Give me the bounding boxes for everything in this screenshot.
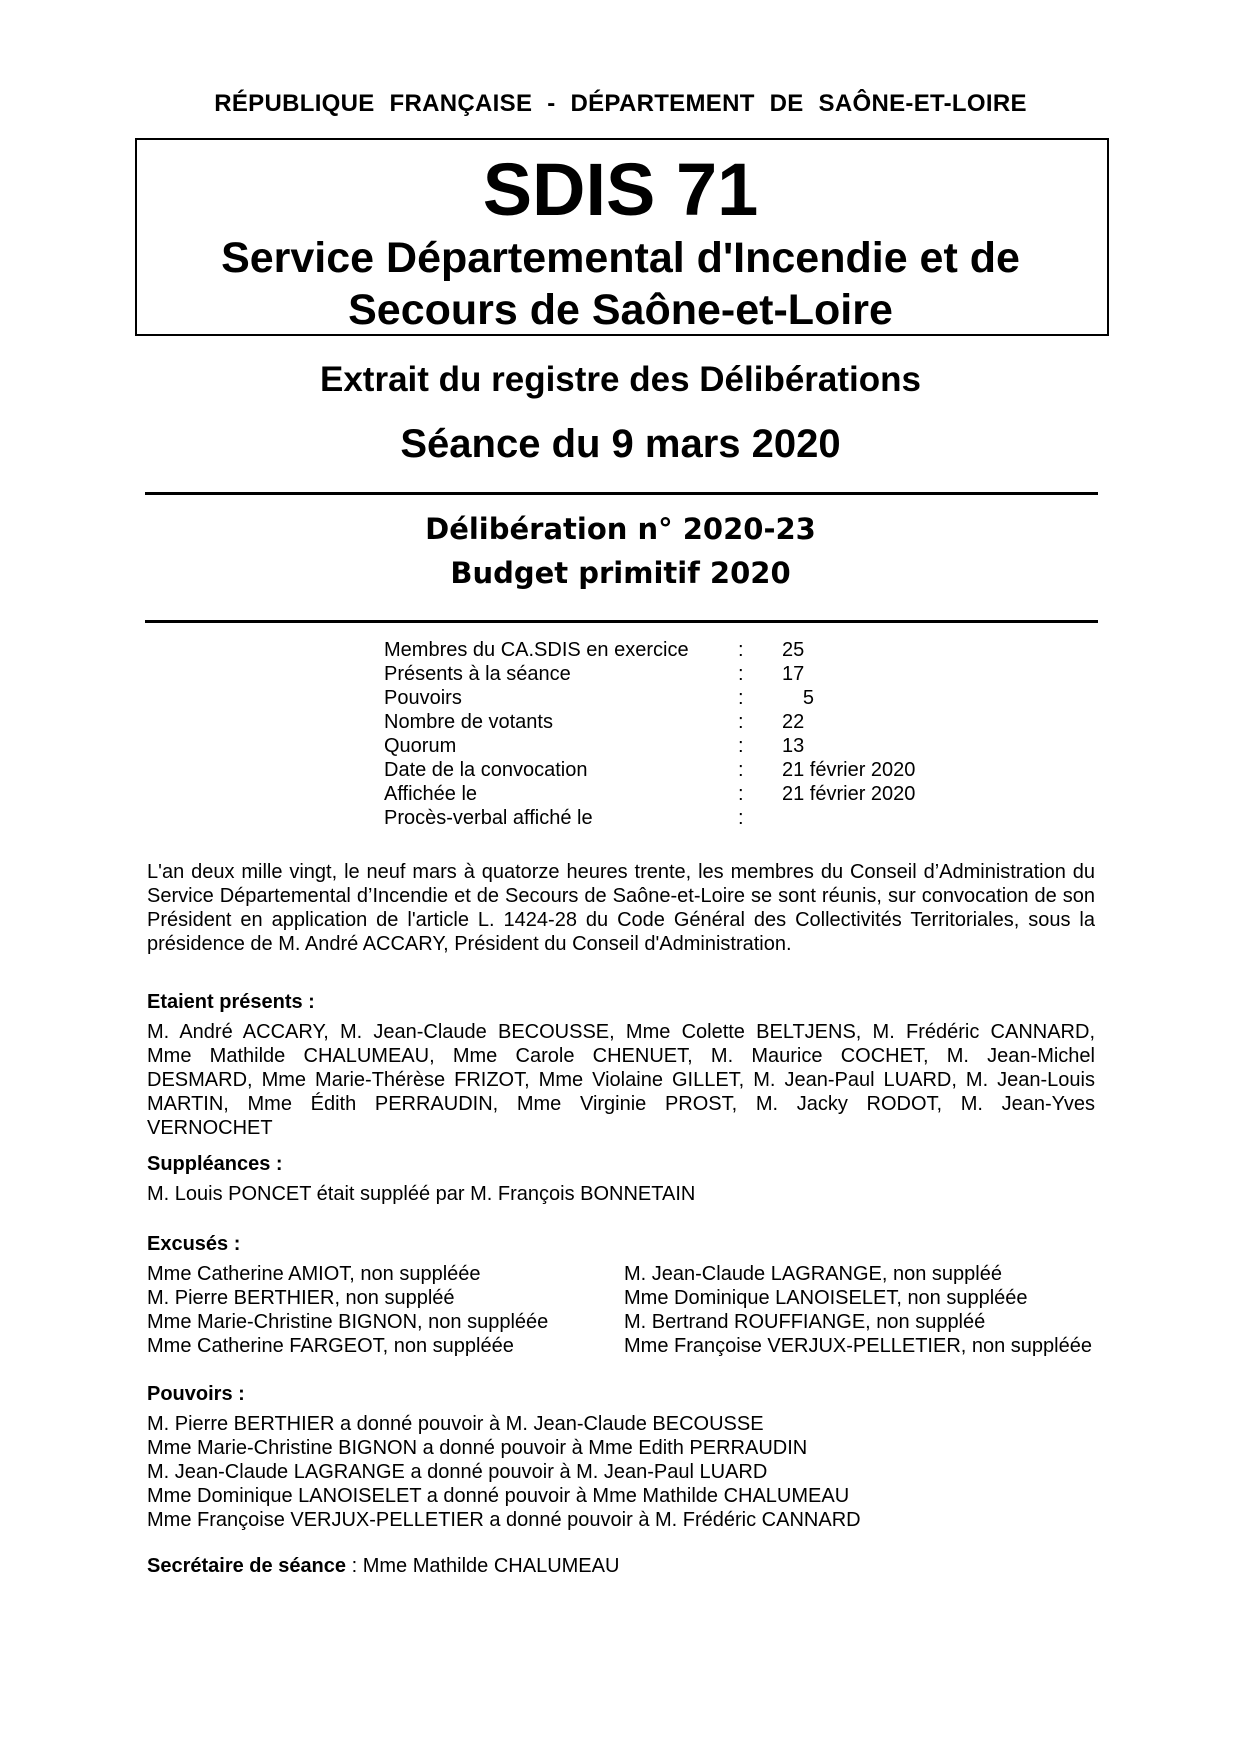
proxy-line: Mme Marie-Christine BIGNON a donné pouvoir à Mme Edith PERRAUDIN bbox=[147, 1437, 808, 1459]
stat-colon: : bbox=[738, 687, 744, 709]
proxy-line: M. Pierre BERTHIER a donné pouvoir à M. Jean-Claude BECOUSSE bbox=[147, 1413, 764, 1435]
secretary-name: : Mme Mathilde CHALUMEAU bbox=[346, 1555, 620, 1577]
stat-colon: : bbox=[738, 735, 744, 757]
deliberation-number: Délibération n° 2020-23 bbox=[425, 512, 816, 546]
proxy-line: Mme Dominique LANOISELET a donné pouvoir à Mme Mathilde CHALUMEAU bbox=[147, 1485, 850, 1507]
stat-value: 13 bbox=[782, 735, 805, 757]
stat-colon: : bbox=[738, 807, 744, 829]
stat-label: Membres du CA.SDIS en exercice bbox=[384, 639, 689, 661]
stat-colon: : bbox=[738, 663, 744, 685]
excused-member: Mme Dominique LANOISELET, non suppléée bbox=[624, 1287, 1028, 1309]
presents-heading: Etaient présents : bbox=[147, 991, 315, 1013]
stat-colon: : bbox=[738, 759, 744, 781]
stat-label: Nombre de votants bbox=[384, 711, 553, 733]
top-divider bbox=[145, 492, 1098, 495]
excused-member: M. Pierre BERTHIER, non suppléé bbox=[147, 1287, 455, 1309]
excuses-heading: Excusés : bbox=[147, 1233, 241, 1255]
stat-label: Affichée le bbox=[384, 783, 478, 805]
excused-member: M. Bertrand ROUFFIANGE, non suppléé bbox=[624, 1311, 986, 1333]
suppleances-text: M. Louis PONCET était suppléé par M. François BONNETAIN bbox=[147, 1183, 696, 1205]
stat-label: Date de la convocation bbox=[384, 759, 588, 781]
stat-value: 25 bbox=[782, 639, 805, 661]
intro-paragraph: L'an deux mille vingt, le neuf mars à quatorze heures trente, les membres du Conseil d’Administration du Service Départemental d’Incendie et de Secours de Saône-et-Loire se sont réunis, sur convocation de son Président en application de l'article L. 1424-28 du Code Général des Collectivités Territoriales, sous la présidence de M. André ACCARY, Président du Conseil d'Administration. bbox=[147, 861, 1095, 955]
pouvoirs-heading: Pouvoirs : bbox=[147, 1383, 245, 1405]
stat-colon: : bbox=[738, 783, 744, 805]
stat-colon: : bbox=[738, 639, 744, 661]
organization-name-line2: Secours de Saône-et-Loire bbox=[348, 286, 893, 334]
stat-colon: : bbox=[738, 711, 744, 733]
excused-member: Mme Françoise VERJUX-PELLETIER, non suppléée bbox=[624, 1335, 1092, 1357]
bottom-divider bbox=[145, 620, 1098, 623]
excuses-grid bbox=[147, 1262, 1095, 1358]
deliberation-subject: Budget primitif 2020 bbox=[450, 556, 791, 590]
secretary-line bbox=[147, 1554, 1095, 1578]
republic-header: RÉPUBLIQUE FRANÇAISE - DÉPARTEMENT DE SAÔNE-ET-LOIRE bbox=[214, 90, 1027, 117]
stat-value: 17 bbox=[782, 663, 805, 685]
proxy-line: M. Jean-Claude LAGRANGE a donné pouvoir à M. Jean-Paul LUARD bbox=[147, 1461, 768, 1483]
pouvoirs-list bbox=[147, 1412, 1095, 1532]
organization-name-line1: Service Départemental d'Incendie et de bbox=[221, 234, 1020, 282]
stat-value: 5 bbox=[802, 687, 814, 709]
register-extract-title: Extrait du registre des Délibérations bbox=[319, 360, 921, 399]
stat-label: Procès-verbal affiché le bbox=[384, 807, 593, 829]
excused-member: Mme Marie-Christine BIGNON, non suppléée bbox=[147, 1311, 549, 1333]
proxy-line: Mme Françoise VERJUX-PELLETIER a donné pouvoir à M. Frédéric CANNARD bbox=[147, 1509, 861, 1531]
stat-label: Pouvoirs bbox=[384, 687, 462, 709]
organization-name bbox=[0, 232, 1241, 336]
stat-value: 21 février 2020 bbox=[782, 783, 916, 805]
stat-value: 22 bbox=[782, 711, 805, 733]
page-title: SDIS 71 bbox=[482, 148, 759, 231]
suppleances-heading: Suppléances : bbox=[147, 1153, 283, 1175]
stat-label: Quorum bbox=[384, 735, 457, 757]
excused-member: Mme Catherine FARGEOT, non suppléée bbox=[147, 1335, 514, 1357]
stat-value: 21 février 2020 bbox=[782, 759, 916, 781]
excused-member: M. Jean-Claude LAGRANGE, non suppléé bbox=[624, 1263, 1002, 1285]
session-date: Séance du 9 mars 2020 bbox=[400, 422, 841, 466]
excused-member: Mme Catherine AMIOT, non suppléée bbox=[147, 1263, 481, 1285]
stat-label: Présents à la séance bbox=[384, 663, 571, 685]
secretary-label: Secrétaire de séance bbox=[147, 1555, 347, 1577]
presents-list: M. André ACCARY, M. Jean-Claude BECOUSSE, Mme Colette BELTJENS, M. Frédéric CANNARD, Mme Mathilde CHALUMEAU, Mme Carole CHENUET, M. Maurice COCHET, M. Jean-Michel DESMARD, Mme Marie-Thérèse FRIZOT, Mme Violaine GILLET, M. Jean-Paul LUARD, M. Jean-Louis MARTIN, Mme Édith PERRAUDIN, Mme Virginie PROST, M. Jacky RODOT, M. Jean-Yves VERNOCHET bbox=[147, 1021, 1095, 1139]
